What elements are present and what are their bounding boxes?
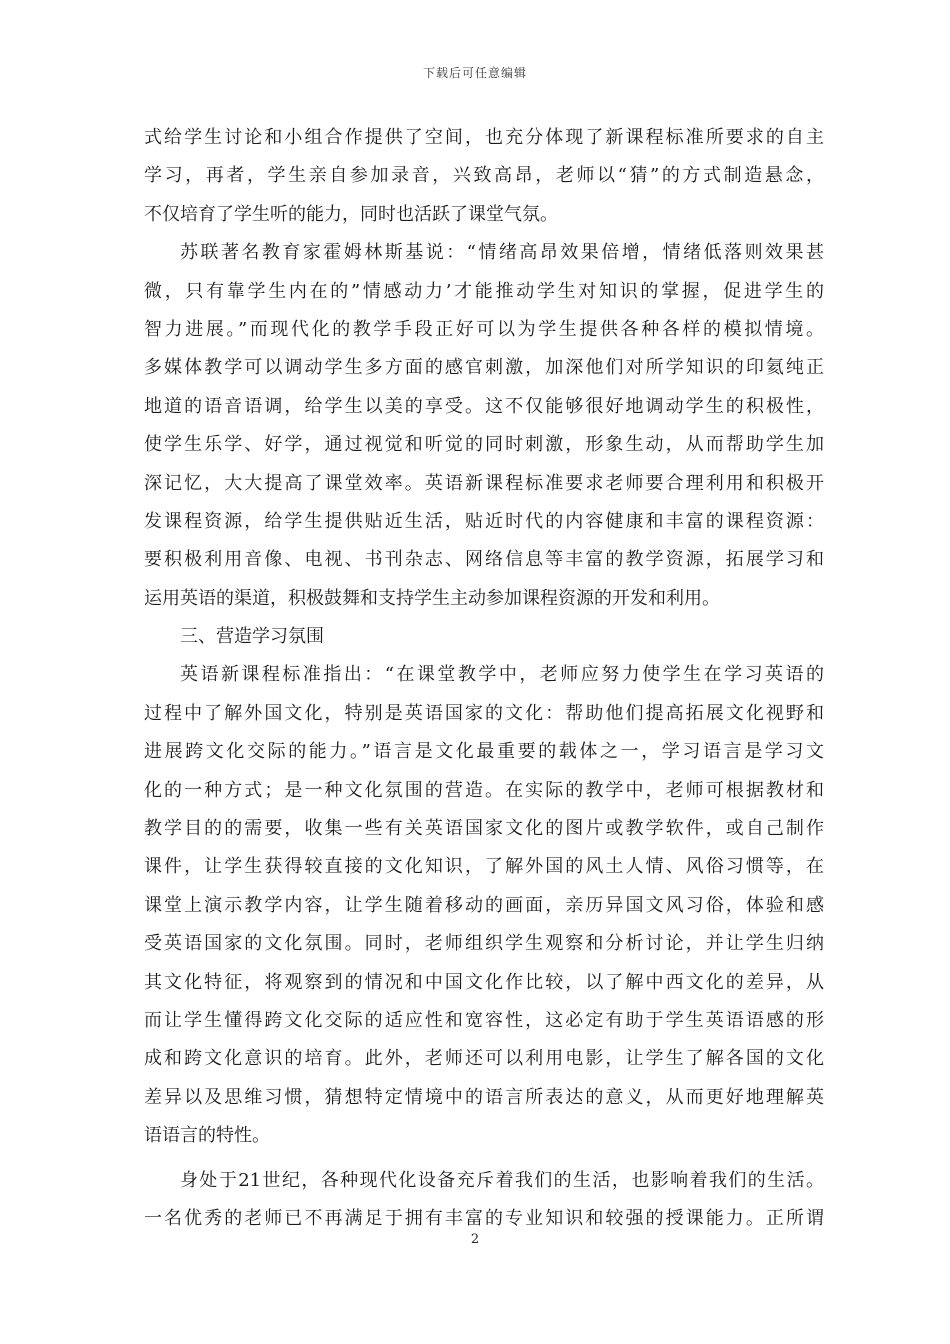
text-line: 化的一种方式；是一种文化氛围的营造。在实际的教学中，老师可根据教材和 xyxy=(144,779,824,801)
text-line: 课堂上演示教学内容，让学生随着移动的画面，亲历异国文风习俗，体验和感 xyxy=(144,894,824,916)
text-line: 过程中了解外国文化，特别是英语国家的文化：帮助他们提高拓展文化视野和 xyxy=(144,702,824,724)
page-number: 2 xyxy=(470,1232,480,1247)
text-line: 差异以及思维习惯，猜想特定情境中的语言所表达的意义，从而更好地理解英 xyxy=(144,1086,824,1108)
text-line: 语语言的特性。 xyxy=(144,1125,270,1147)
text-line: 多媒体教学可以调动学生多方面的感官刺激，加深他们对所学知识的印氦纯正 xyxy=(144,357,824,379)
page-header: 下载后可任意编辑 xyxy=(422,66,527,80)
text-line: 成和跨文化意识的培育。此外，老师还可以利用电影，让学生了解各国的文化 xyxy=(144,1048,824,1070)
text-line: 不仅培育了学生听的能力，同时也活跃了课堂气氛。 xyxy=(144,203,558,225)
text-line: 教学目的的需要，收集一些有关英语国家文化的图片或教学软件，或自己制作 xyxy=(144,818,824,840)
text-line: 微，只有靠学生内在的”情感动力’才能推动学生对知识的掌握，促进学生的 xyxy=(144,280,824,302)
text-line: 式给学生讨论和小组合作提供了空间，也充分体现了新课程标准所要求的自主 xyxy=(144,127,824,148)
text-line: 而让学生懂得跨文化交际的适应性和宽容性，这必定有助于学生英语语感的形 xyxy=(144,1009,824,1031)
text-line: 课件，让学生获得较直接的文化知识，了解外国的风土人情、风俗习惯等，在 xyxy=(144,856,824,878)
text-line: 进展跨文化交际的能力。”语言是文化最重要的载体之一，学习语言是学习文 xyxy=(144,741,824,763)
section-heading: 三、营造学习氛围 xyxy=(180,626,324,648)
text-line: 发课程资源，给学生提供贴近生活，贴近时代的内容健康和丰富的课程资源： xyxy=(144,510,824,532)
text-line: 英语新课程标准指出：“在课堂教学中，老师应努力使学生在学习英语的 xyxy=(180,664,824,686)
text-line: 苏联著名教育家霍姆林斯基说：“情绪高昂效果倍增，情绪低落则效果甚 xyxy=(180,242,824,264)
text-line: 深记忆，大大提高了课堂效率。英语新课程标准要求老师要合理利用和积极开 xyxy=(144,472,824,494)
text-line: 使学生乐学、好学，通过视觉和听觉的同时刺激，形象生动，从而帮助学生加 xyxy=(144,434,824,456)
text-line: 地道的语音语调，给学生以美的享受。这不仅能够很好地调动学生的积极性， xyxy=(144,395,824,417)
text-line: 智力进展。”而现代化的教学手段正好可以为学生提供各种各样的模拟情境。 xyxy=(144,318,824,340)
text-line: 受英语国家的文化氛围。同时，老师组织学生观察和分析讨论，并让学生归纳 xyxy=(144,933,824,955)
text-line: 要积极利用音像、电视、书刊杂志、网络信息等丰富的教学资源，拓展学习和 xyxy=(144,549,824,571)
text-line: 其文化特征，将观察到的情况和中国文化作比较，以了解中西文化的差异，从 xyxy=(144,971,824,993)
document-body xyxy=(144,119,824,1238)
text-line: 运用英语的渠道，积极鼓舞和支持学生主动参加课程资源的开发和利用。 xyxy=(144,587,720,609)
text-line: 一名优秀的老师已不再满足于拥有丰富的专业知识和较强的授课能力。正所谓 xyxy=(144,1207,824,1229)
text-line: 学习，再者，学生亲自参加录音，兴致高昂，老师以“猜”的方式制造悬念， xyxy=(144,165,824,187)
text-line: 身处于21世纪，各种现代化设备充斥着我们的生活，也影响着我们的生活。 xyxy=(180,1169,824,1191)
